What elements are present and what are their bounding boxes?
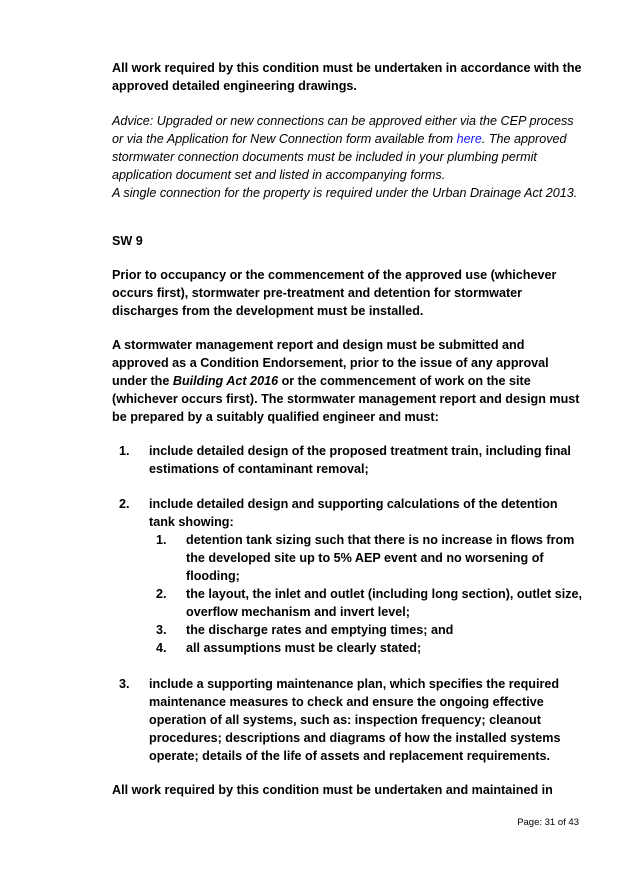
intro-line-1: All work required by this condition must be undertaken in accordance with the — [112, 61, 582, 75]
act-name: Building Act 2016 — [172, 374, 279, 388]
subitem-number-2: 2. — [156, 587, 167, 601]
subitem-4-line-1: all assumptions must be clearly stated; — [186, 641, 422, 655]
subitem-2-line-2: overflow mechanism and invert level; — [186, 605, 410, 619]
item-number-3: 3. — [119, 677, 130, 691]
final-paragraph — [112, 781, 582, 799]
subitem-3-line-1: the discharge rates and emptying times; and — [186, 623, 454, 637]
occupancy-paragraph — [112, 266, 582, 320]
subitem-1-line-1: detention tank sizing such that there is no increase in flows from — [186, 533, 575, 547]
report-paragraph — [112, 336, 582, 426]
occupancy-line-1: Prior to occupancy or the commencement of the approved use (whichever — [112, 268, 557, 282]
subitem-1-line-2: the developed site up to 5% AEP event and no worsening of — [186, 551, 544, 565]
advice-line-3: stormwater connection documents must be included in your plumbing permit — [112, 150, 537, 164]
subitem-number-4: 4. — [156, 641, 167, 655]
sub-list-item-3 — [186, 621, 586, 639]
item-3-line-4: procedures; descriptions and diagrams of how the installed systems — [149, 731, 561, 745]
advice-line-2-text: or via the Application for New Connection form available from — [112, 132, 457, 146]
item-1-line-1: include detailed design of the proposed treatment train, including final — [149, 444, 571, 458]
item-2-line-1: include detailed design and supporting calculations of the detention — [149, 497, 558, 511]
sub-list-item-1 — [186, 531, 586, 585]
list-item-2 — [149, 495, 589, 531]
item-3-line-1: include a supporting maintenance plan, which specifies the required — [149, 677, 560, 691]
subitem-number-1: 1. — [156, 533, 167, 547]
sub-list-item-2 — [186, 585, 586, 621]
item-2-line-2: tank showing: — [149, 515, 234, 529]
intro-paragraph — [112, 59, 582, 95]
item-3-line-3: operation of all systems, such as: inspection frequency; cleanout — [149, 713, 541, 727]
subitem-1-line-3: flooding; — [186, 569, 240, 583]
report-line-5: be prepared by a suitably qualified engineer and must: — [112, 410, 439, 424]
here-link[interactable]: here — [456, 132, 482, 146]
item-3-line-5: operate; details of the life of assets and replacement requirements. — [149, 749, 551, 763]
subitem-number-3: 3. — [156, 623, 167, 637]
report-line-3 — [112, 372, 582, 390]
section-heading: SW 9 — [112, 234, 143, 248]
report-line-3-text: under the — [112, 374, 173, 388]
report-line-4: (whichever occurs first). The stormwater management report and design must — [112, 392, 580, 406]
page-number: Page: 31 of 43 — [517, 817, 579, 828]
list-item-1 — [149, 442, 589, 478]
subitem-2-line-1: the layout, the inlet and outlet (including long section), outlet size, — [186, 587, 583, 601]
final-line-1: All work required by this condition must be undertaken and maintained in — [112, 783, 553, 797]
advice-paragraph — [112, 112, 582, 202]
occupancy-line-3: discharges from the development must be installed. — [112, 304, 424, 318]
report-line-1: A stormwater management report and design must be submitted and — [112, 338, 525, 352]
advice-line-2 — [112, 130, 582, 148]
item-number-2: 2. — [119, 497, 130, 511]
report-line-2: approved as a Condition Endorsement, prior to the issue of any approval — [112, 356, 549, 370]
occupancy-line-2: occurs first), stormwater pre-treatment and detention for stormwater — [112, 286, 523, 300]
item-3-line-2: maintenance measures to check and ensure the ongoing effective — [149, 695, 544, 709]
report-line-3-end: or the commencement of work on the site — [278, 374, 531, 388]
sub-list-item-4 — [186, 639, 586, 657]
item-number-1: 1. — [119, 444, 130, 458]
advice-line-1: Advice: Upgraded or new connections can be approved either via the CEP process — [112, 114, 574, 128]
item-1-line-2: estimations of contaminant removal; — [149, 462, 369, 476]
advice-line-2-end: . The approved — [481, 132, 567, 146]
intro-line-2: approved detailed engineering drawings. — [112, 79, 357, 93]
list-item-3 — [149, 675, 589, 765]
advice-line-4: application document set and listed in accompanying forms. — [112, 168, 446, 182]
advice-line-5: A single connection for the property is required under the Urban Drainage Act 2013. — [112, 186, 578, 200]
